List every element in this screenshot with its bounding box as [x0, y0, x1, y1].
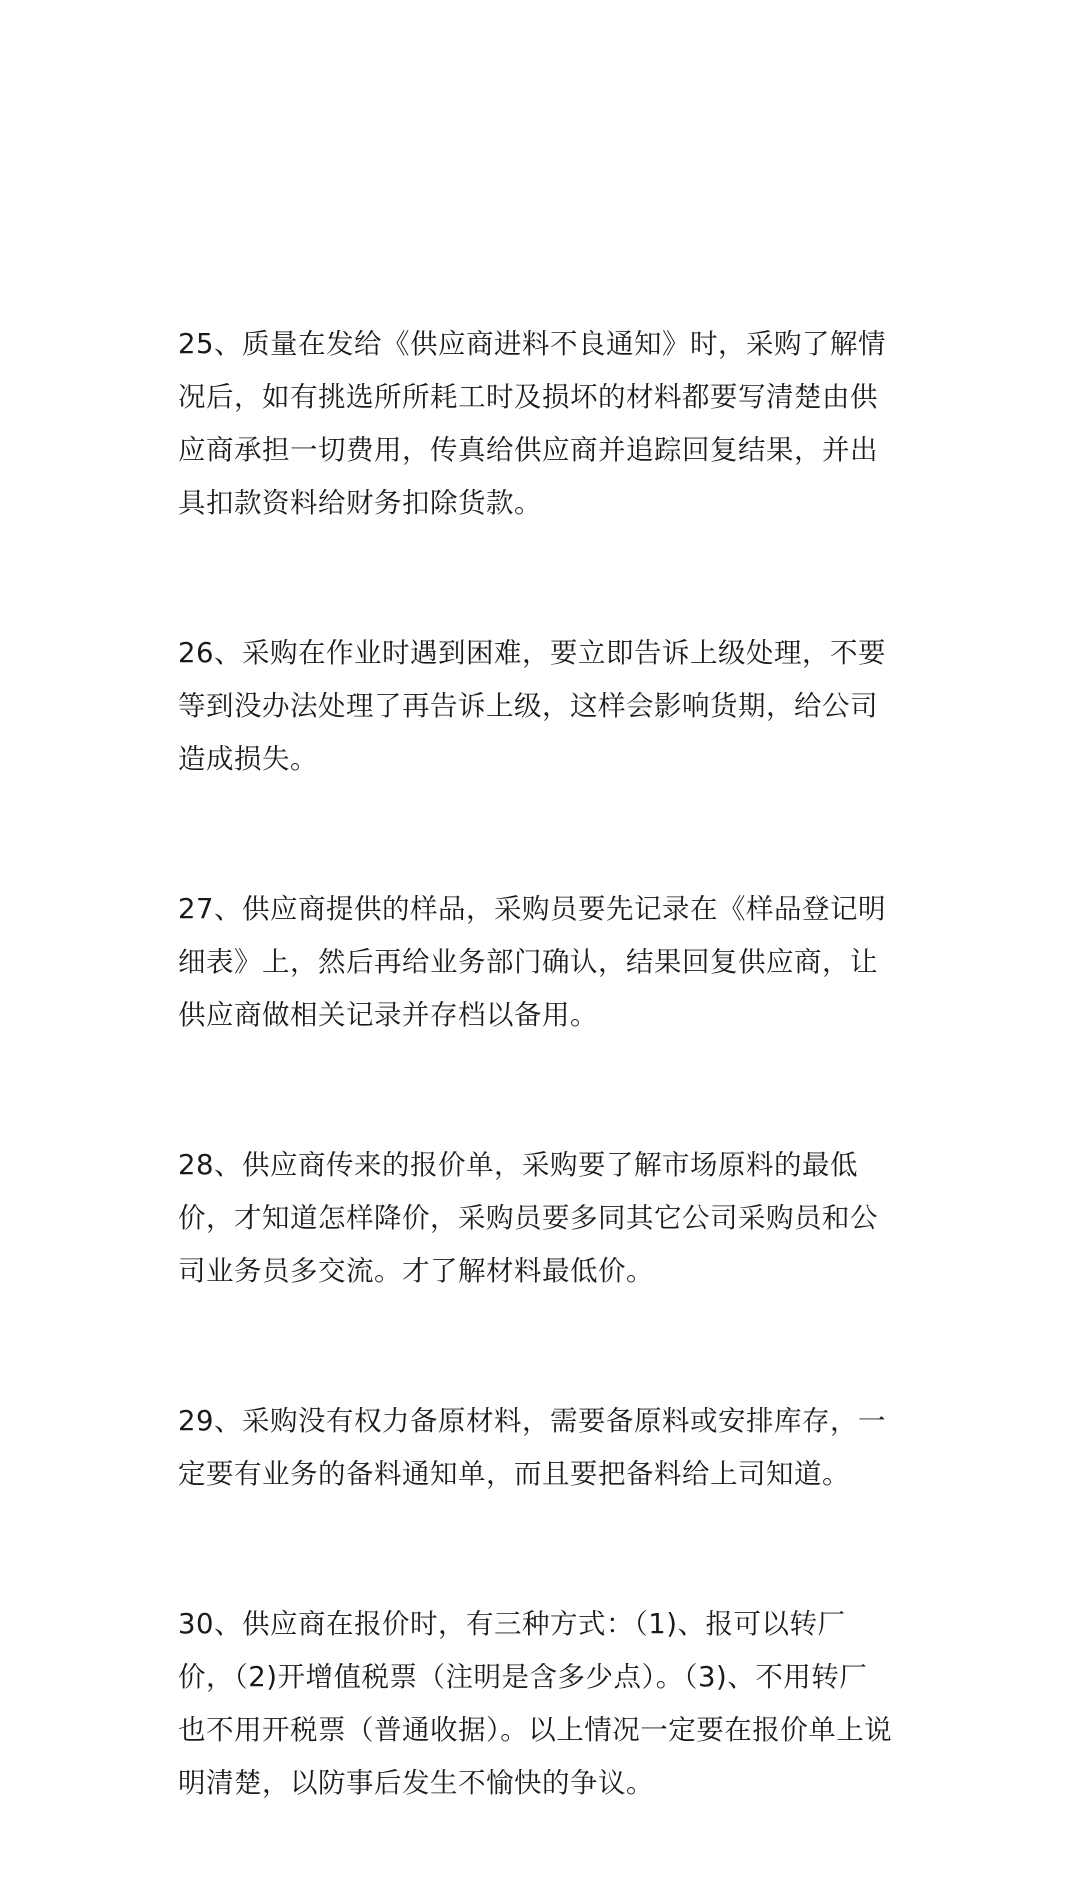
paragraph-line: 也不用开税票（普通收据）。以上情况一定要在报价单上说: [178, 1714, 893, 1746]
paragraph-line: 具扣款资料给财务扣除货款。: [178, 487, 542, 519]
paragraph-30: [178, 1598, 908, 1810]
paragraph-25: [178, 318, 908, 530]
paragraph-line: 况后，如有挑选所所耗工时及损坏的材料都要写清楚由供: [178, 381, 878, 413]
paragraph-line: 28、供应商传来的报价单，采购要了解市场原料的最低: [178, 1149, 858, 1181]
paragraph-28: [178, 1139, 908, 1298]
paragraph-line: 价，（2)开增值税票（注明是含多少点）。（3)、不用转厂: [178, 1661, 868, 1693]
paragraph-line: 价，才知道怎样降价，采购员要多同其它公司采购员和公: [178, 1202, 878, 1234]
paragraph-spacer: [178, 1042, 908, 1139]
paragraph-spacer: [178, 1298, 908, 1395]
paragraph-26: [178, 627, 908, 786]
paragraph-line: 30、供应商在报价时，有三种方式：（1)、报可以转厂: [178, 1608, 846, 1640]
paragraph-line: 等到没办法处理了再告诉上级，这样会影响货期，给公司: [178, 690, 878, 722]
paragraph-line: 造成损失。: [178, 743, 318, 775]
paragraph-27: [178, 883, 908, 1042]
paragraph-line: 25、质量在发给《供应商进料不良通知》时，采购了解情: [178, 328, 886, 360]
paragraph-spacer: [178, 530, 908, 627]
paragraph-line: 26、采购在作业时遇到困难，要立即告诉上级处理，不要: [178, 637, 886, 669]
article-body: [178, 318, 908, 1810]
paragraph-line: 明清楚，以防事后发生不愉快的争议。: [178, 1767, 654, 1799]
paragraph-line: 供应商做相关记录并存档以备用。: [178, 999, 598, 1031]
paragraph-line: 27、供应商提供的样品，采购员要先记录在《样品登记明: [178, 893, 886, 925]
paragraph-29: [178, 1395, 908, 1501]
paragraph-line: 定要有业务的备料通知单，而且要把备料给上司知道。: [178, 1458, 850, 1490]
paragraph-line: 29、采购没有权力备原材料，需要备原料或安排库存，一: [178, 1405, 886, 1437]
paragraph-line: 细表》上，然后再给业务部门确认，结果回复供应商，让: [178, 946, 878, 978]
paragraph-line: 应商承担一切费用，传真给供应商并追踪回复结果，并出: [178, 434, 878, 466]
paragraph-line: 司业务员多交流。才了解材料最低价。: [178, 1255, 654, 1287]
paragraph-spacer: [178, 1501, 908, 1598]
paragraph-spacer: [178, 786, 908, 883]
